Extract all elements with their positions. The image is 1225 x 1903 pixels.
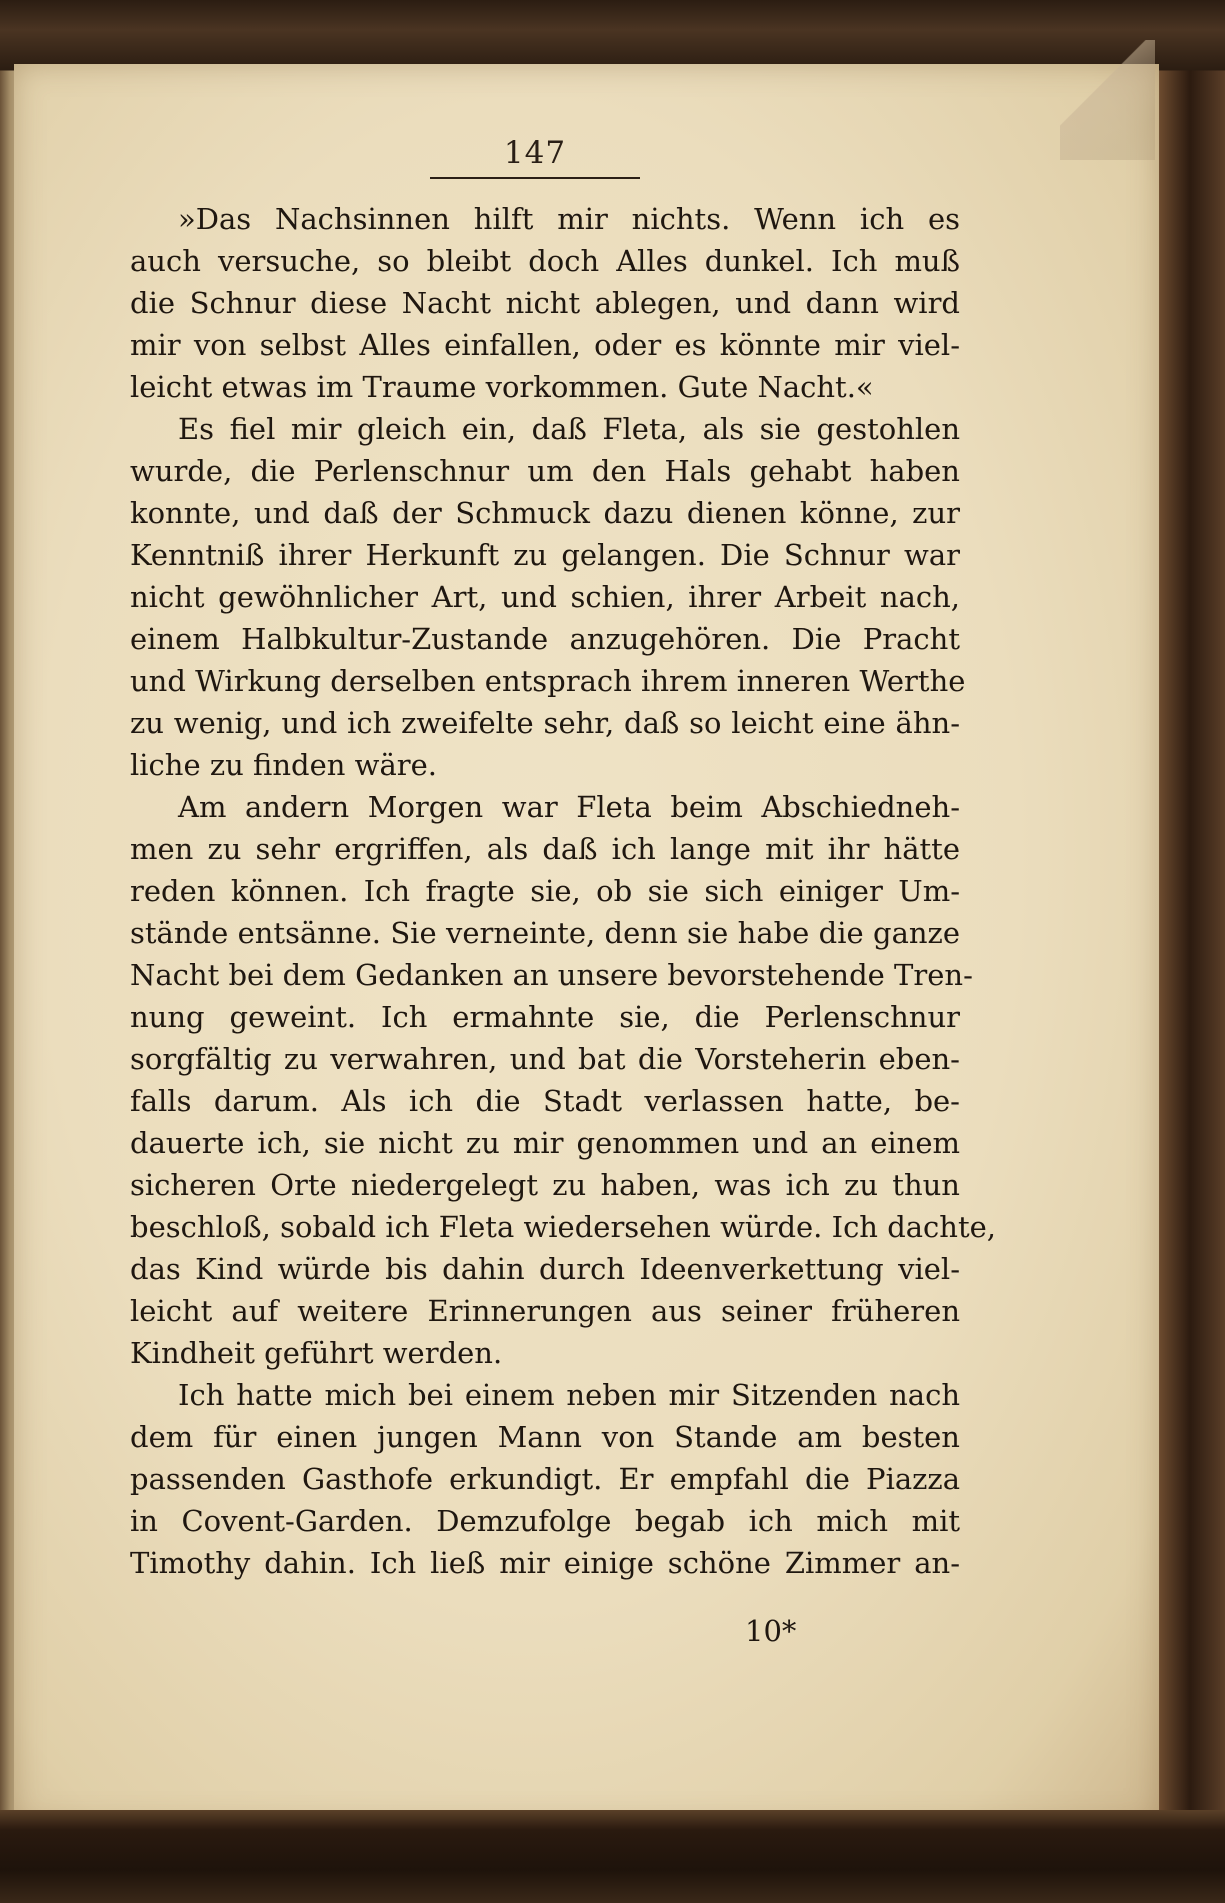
text-line: reden können. Ich fragte sie, ob sie sich einiger Um-	[130, 874, 960, 908]
body-text	[130, 198, 997, 1584]
text-line: beschloß, sobald ich Fleta wiedersehen würde. Ich dachte,	[130, 1210, 997, 1244]
signature-mark: 10*	[745, 1614, 797, 1648]
text-line: leicht etwas im Traume vorkommen. Gute Nacht.«	[130, 370, 874, 404]
page-header	[430, 135, 640, 179]
text-line: Timothy dahin. Ich ließ mir einige schöne Zimmer an-	[130, 1546, 960, 1580]
text-line: Kenntniß ihrer Herkunft zu gelangen. Die Schnur war	[130, 538, 960, 572]
text-line: »Das Nachsinnen hilft mir nichts. Wenn ich es	[178, 202, 960, 236]
text-line: passenden Gasthofe erkundigt. Er empfahl die Piazza	[130, 1462, 960, 1496]
page-number: 147	[503, 135, 567, 171]
text-line: dem für einen jungen Mann von Stande am besten	[130, 1420, 960, 1454]
text-line: men zu sehr ergriffen, als daß ich lange mit ihr hätte	[130, 832, 960, 866]
text-line: sorgfältig zu verwahren, und bat die Vorsteherin eben-	[130, 1042, 960, 1076]
text-line: Kindheit geführt werden.	[130, 1336, 503, 1370]
text-line: auch versuche, so bleibt doch Alles dunkel. Ich muß	[130, 244, 960, 278]
text-line: sicheren Orte niedergelegt zu haben, was ich zu thun	[130, 1168, 960, 1202]
text-line: Am andern Morgen war Fleta beim Abschiedneh-	[178, 790, 960, 824]
text-line: nicht gewöhnlicher Art, und schien, ihrer Arbeit nach,	[130, 580, 960, 614]
text-line: dauerte ich, sie nicht zu mir genommen und an einem	[130, 1126, 960, 1160]
text-line: mir von selbst Alles einfallen, oder es könnte mir viel-	[130, 328, 960, 362]
header-rule	[430, 177, 640, 179]
text-line: in Covent-Garden. Demzufolge begab ich mich mit	[130, 1504, 960, 1538]
text-line: und Wirkung derselben entsprach ihrem inneren Werthe	[130, 664, 966, 698]
text-line: das Kind würde bis dahin durch Ideenverkettung viel-	[130, 1252, 960, 1286]
text-line: nung geweint. Ich ermahnte sie, die Perlenschnur	[130, 1000, 960, 1034]
text-line: einem Halbkultur-Zustande anzugehören. Die Pracht	[130, 622, 960, 656]
text-line: Nacht bei dem Gedanken an unsere bevorstehende Tren-	[130, 958, 973, 992]
text-line: konnte, und daß der Schmuck dazu dienen könne, zur	[130, 496, 960, 530]
text-line: Ich hatte mich bei einem neben mir Sitzenden nach	[178, 1378, 960, 1412]
text-line: die Schnur diese Nacht nicht ablegen, und dann wird	[130, 286, 960, 320]
page-corner-fold	[1060, 40, 1155, 160]
text-line: leicht auf weitere Erinnerungen aus seiner früheren	[130, 1294, 960, 1328]
text-line: zu wenig, und ich zweifelte sehr, daß so leicht eine ähn-	[130, 706, 960, 740]
text-line: Es fiel mir gleich ein, daß Fleta, als sie gestohlen	[178, 412, 960, 446]
text-line: falls darum. Als ich die Stadt verlassen hatte, be-	[130, 1084, 960, 1118]
book-cover-edge	[0, 1810, 1225, 1903]
text-line: liche zu finden wäre.	[130, 748, 438, 782]
text-line: wurde, die Perlenschnur um den Hals gehabt haben	[130, 454, 960, 488]
text-line: stände entsänne. Sie verneinte, denn sie habe die ganze	[130, 916, 960, 950]
